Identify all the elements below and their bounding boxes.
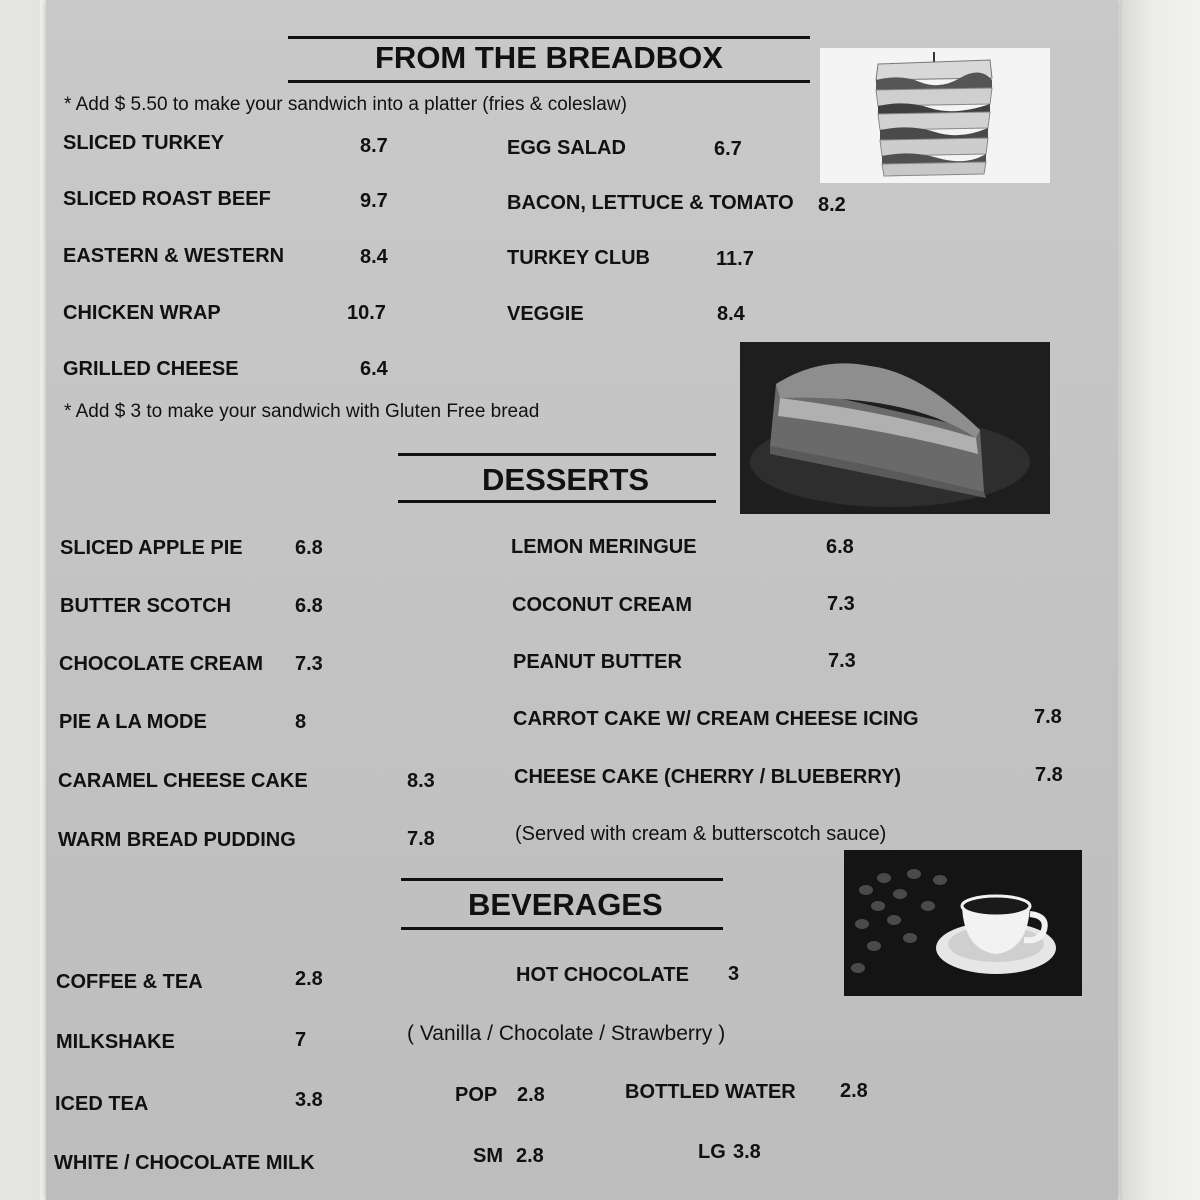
club-sandwich-photo [820,48,1050,183]
breadbox-rule-bottom [288,80,810,83]
beverages-rule-bottom [401,927,723,930]
menu-item-name: BACON, LETTUCE & TOMATO [507,192,794,214]
menu-item-name: BOTTLED WATER [625,1081,796,1103]
menu-item-name: MILKSHAKE [56,1031,175,1053]
menu-item-price: 2.8 [516,1145,544,1167]
beverages-rule-top [401,878,723,881]
beverages-heading: BEVERAGES [468,887,663,922]
menu-item-price: 2.8 [517,1084,545,1106]
milkshake-flavors: ( Vanilla / Chocolate / Strawberry ) [407,1022,726,1045]
background-wall [1120,0,1200,1200]
menu-item-name: BUTTER SCOTCH [60,595,232,617]
pudding-note: (Served with cream & butterscotch sauce) [515,823,887,845]
menu-item-name: CHICKEN WRAP [63,302,221,324]
menu-item-price: 8 [295,711,307,733]
menu-item-price: 6.8 [295,595,323,617]
menu-item-price: 8.4 [360,246,388,268]
desserts-heading: DESSERTS [482,462,650,497]
menu-item-name: WHITE / CHOCOLATE MILK [54,1152,315,1174]
menu-item-price: 6.8 [826,536,854,558]
coffee-cup-photo [844,850,1082,996]
menu-item-price: 9.7 [360,190,388,212]
menu-item-name: SLICED APPLE PIE [60,537,243,559]
platter-note: * Add $ 5.50 to make your sandwich into a platter (fries & coleslaw) [64,94,627,115]
menu-item-name: CARROT CAKE W/ CREAM CHEESE ICING [513,708,919,730]
menu-item-price: 6.4 [360,358,388,380]
breadbox-heading: FROM THE BREADBOX [375,40,723,75]
menu-item-price: 8.7 [360,135,388,157]
menu-item-price: 8.2 [818,194,846,216]
menu-item-name: LEMON MERINGUE [511,536,697,558]
menu-item-name: SLICED TURKEY [63,132,225,154]
menu-item-price: 10.7 [347,302,386,324]
menu-item-price: 2.8 [840,1080,868,1102]
milk-size-label: SM [473,1145,503,1167]
desserts-rule-bottom [398,500,716,503]
menu-item-name: CARAMEL CHEESE CAKE [58,770,308,792]
menu-item-price: 2.8 [295,968,323,990]
menu-item-name: PIE A LA MODE [59,711,207,733]
menu-item-name: PEANUT BUTTER [513,651,682,673]
menu-item-name: GRILLED CHEESE [63,358,239,380]
menu-item-name: TURKEY CLUB [507,247,650,269]
menu-item-price: 7.8 [407,828,435,850]
milk-size-label: LG [698,1141,726,1163]
menu-item-price: 11.7 [716,248,754,270]
menu-item-price: 7.3 [828,650,856,672]
breadbox-rule-top [288,36,810,39]
menu-item-price: 3.8 [295,1089,323,1111]
menu-item-name: VEGGIE [507,303,584,325]
menu-item-price: 3 [728,963,740,985]
menu-item-name: WARM BREAD PUDDING [58,829,296,851]
pie-illustration [740,342,1050,514]
sandwich-illustration [820,48,1050,183]
menu-item-price: 7.3 [827,593,855,615]
menu-item-price: 8.4 [717,303,745,325]
menu-item-name: COFFEE & TEA [56,971,203,993]
menu-item-name: COCONUT CREAM [512,594,692,616]
gluten-free-note: * Add $ 3 to make your sandwich with Gluten Free bread [64,401,540,422]
menu-item-price: 7.8 [1035,764,1063,786]
menu-item-price: 6.7 [714,138,742,160]
menu-item-price: 8.3 [407,770,435,792]
menu-item-name: EGG SALAD [507,137,626,159]
menu-item-price: 7.3 [295,653,323,675]
menu-item-name: CHOCOLATE CREAM [59,653,264,675]
pie-slice-photo [740,342,1050,514]
menu-item-name: HOT CHOCOLATE [516,964,689,986]
menu-item-price: 7.8 [1034,706,1062,728]
menu-item-price: 6.8 [295,537,323,559]
coffee-illustration [844,850,1082,996]
menu-item-name: CHEESE CAKE (CHERRY / BLUEBERRY) [514,766,902,788]
menu-item-name: SLICED ROAST BEEF [63,188,271,210]
desserts-rule-top [398,453,716,456]
menu-item-price: 7 [295,1029,307,1051]
menu-item-name: ICED TEA [55,1093,149,1115]
menu-item-name: POP [455,1084,498,1106]
menu-item-name: EASTERN & WESTERN [63,245,285,267]
menu-item-price: 3.8 [733,1141,761,1163]
